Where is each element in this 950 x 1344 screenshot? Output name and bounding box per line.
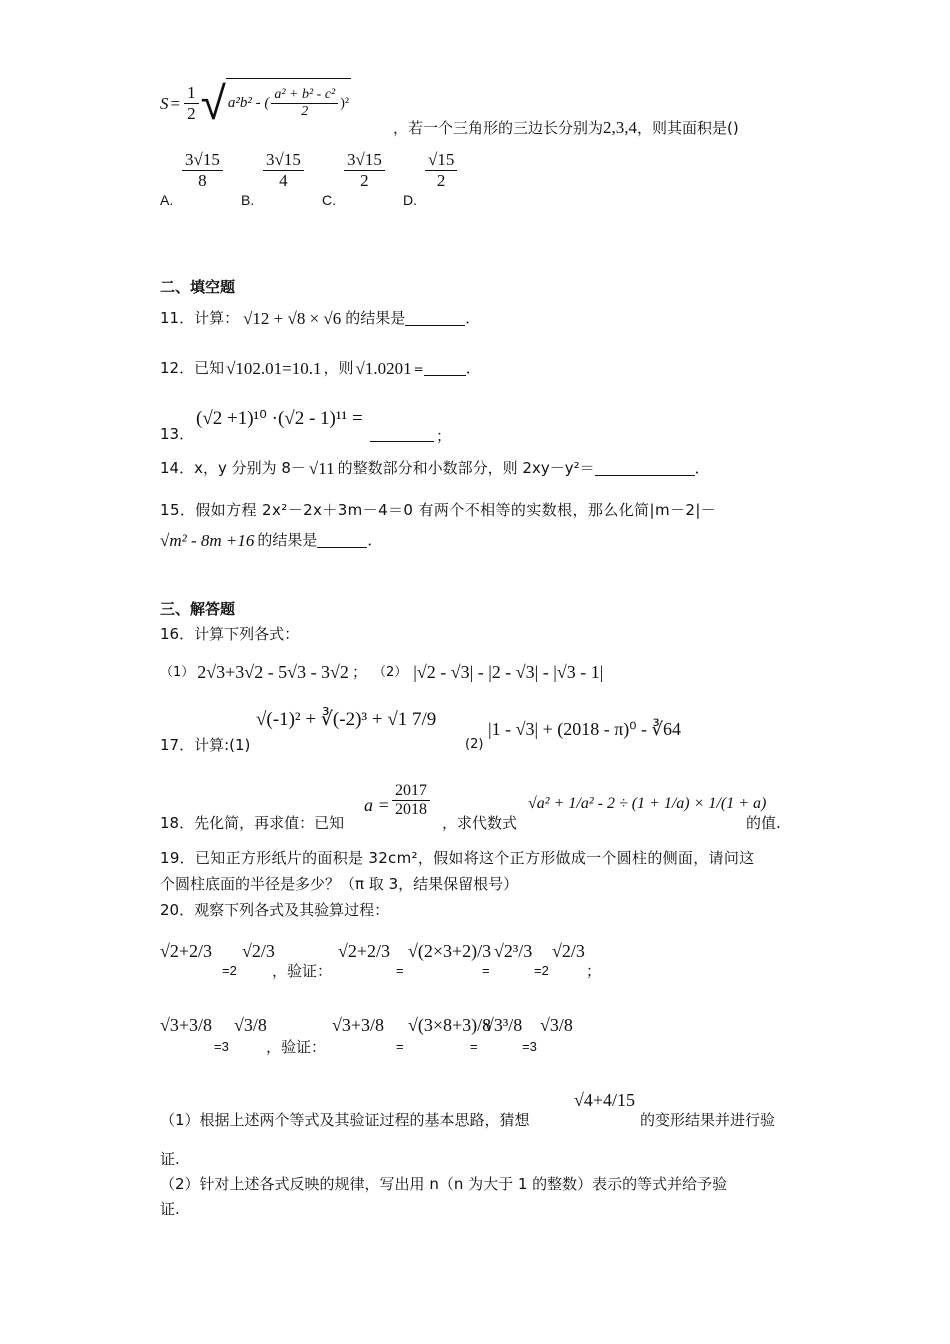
q20-row1 — [160, 928, 760, 980]
option-d-frac — [425, 150, 457, 190]
q18-end: 的值. — [746, 814, 781, 832]
q19-line1: 19．已知正方形纸片的面积是 32cm²，假如将这个正方形做成一个圆柱的侧面，请问这 — [160, 849, 755, 867]
q18-a-eq: a = — [364, 795, 390, 815]
q12-expr2: √1.0201 — [355, 359, 412, 378]
q10-s: S — [160, 93, 169, 113]
q16-title: 16．计算下列各式： — [160, 625, 300, 643]
q18-a-frac — [392, 782, 430, 820]
q20-title: 20．观察下列各式及其验算过程： — [160, 901, 390, 919]
q16-p1-expr: 2√3+3√2 - 5√3 - 3√2 — [197, 662, 349, 682]
q20-row2-step4: = — [470, 1039, 478, 1054]
q14 — [160, 460, 710, 477]
q10-eq: = — [170, 93, 181, 113]
q20-row1-step7: √2/3 — [552, 941, 585, 961]
q17-label: 17．计算:(1) — [160, 736, 251, 754]
q11-tail: 的结果是 — [345, 309, 406, 327]
q20-row2-step7: √3/8 — [540, 1015, 573, 1035]
q15-line2 — [160, 532, 382, 549]
q14-sqrt: √11 — [308, 459, 335, 478]
q18 — [160, 770, 800, 832]
q20-p1-line2: 证. — [160, 1150, 180, 1168]
q15-line1: 15．假如方程 2x²－2x＋3m－4＝0 有两个不相等的实数根，那么化简|m－2|－ — [160, 501, 717, 519]
q18-mid: ，求代数式 — [442, 814, 518, 832]
q17-p2-expr: |1 - √3| + (2018 - π)⁰ - ∛64 — [488, 719, 681, 739]
q19-line2: 个圆柱底面的半径是多少？（π 取 3，结果保留根号） — [160, 875, 519, 893]
q10-text2: ，则其面积是() — [637, 119, 739, 137]
q15-end: ． — [367, 531, 383, 549]
section-3-heading: 三、解答题 — [160, 600, 236, 618]
option-a-frac — [182, 150, 223, 190]
option-d-den: 2 — [436, 170, 446, 190]
q15-answer-blank[interactable] — [317, 533, 367, 548]
q12-end: ． — [465, 359, 481, 377]
q17-p1-expr: √(-1)² + ∛(-2)³ + √1 7/9 — [256, 709, 437, 730]
q18-a-num: 2017 — [392, 782, 430, 801]
option-b-frac — [263, 150, 304, 190]
q16-p2-label: （2） — [372, 664, 408, 680]
q18-a-den: 2018 — [395, 801, 427, 819]
option-c-label: C. — [322, 192, 336, 208]
q16-parts — [160, 663, 603, 681]
q20-row1-eq: =2 — [222, 963, 237, 978]
option-b-den: 4 — [279, 170, 288, 190]
q11-answer-blank[interactable] — [405, 311, 465, 326]
q17 — [160, 700, 720, 756]
q10-big-sqrt: √ a²b² - ( $\frac{\text{a² + b² - c²}}{2}$ )² — [200, 75, 350, 130]
option-c-frac — [344, 150, 385, 190]
q14-text: 14．x，y 分别为 8－ — [160, 459, 306, 477]
q20-row2-step5: √3³/8 — [484, 1015, 523, 1035]
q14-answer-blank[interactable] — [595, 461, 695, 476]
q16-sep: ； — [351, 662, 367, 681]
q13-end: ； — [436, 427, 452, 445]
q20-p1-text: （1）根据上述两个等式及其验证过程的基本思路，猜想 — [160, 1111, 530, 1129]
q20-row1-lhs: √2+2/3 — [160, 941, 213, 961]
q10-question-text — [393, 119, 739, 136]
q13-answer-blank[interactable] — [370, 427, 434, 442]
q11-label: 11．计算： — [160, 309, 240, 327]
q15-sqrt: √m² - 8m +16 — [160, 531, 255, 550]
q20-row2-step1: √3+3/8 — [332, 1015, 385, 1035]
q10-half-den: 2 — [187, 103, 196, 123]
q10-sides: 2,3,4 — [603, 118, 638, 137]
q10-text: ，若一个三角形的三边长分别为 — [393, 119, 604, 137]
option-c-num: 3√15 — [344, 150, 385, 171]
q20-row2-step3: √(3×8+3)/8 — [408, 1015, 492, 1035]
q20-row2-eq: =3 — [214, 1039, 229, 1054]
q20-row1-step3: √(2×3+2)/3 — [408, 941, 492, 961]
q10-half — [184, 83, 199, 123]
q20-p1-text-end: 的变形结果并进行验 — [640, 1111, 776, 1129]
option-c-den: 2 — [360, 170, 369, 190]
q14-end: ． — [694, 459, 710, 477]
q10-half-num: 1 — [184, 83, 199, 104]
q13-label: 13． — [160, 425, 195, 443]
q15-line2-text: 的结果是 — [257, 531, 318, 549]
q14-text2: 的整数部分和小数部分，则 2xy－y²＝ — [337, 459, 595, 477]
q20-p2-line2: 证. — [160, 1200, 180, 1218]
q10-tail: )² — [340, 95, 350, 111]
q18-text: 18．先化简，再求值：已知 — [160, 814, 345, 832]
section-2-heading: 二、填空题 — [160, 278, 236, 296]
q11 — [160, 310, 480, 327]
q20-p1-expr: √4+4/15 — [574, 1090, 636, 1110]
q10-frac-num: a² + b² - c² — [271, 87, 338, 104]
q20-row2-verify: ，验证： — [266, 1038, 327, 1056]
option-b-label: B. — [241, 192, 255, 208]
q20-row1-step5: √2³/3 — [494, 941, 533, 961]
q13-expr: (√2 +1)¹⁰ ·(√2 - 1)¹¹ = — [196, 408, 363, 429]
q10-inner: a²b² - ( — [227, 95, 270, 111]
option-a-num: 3√15 — [182, 150, 223, 171]
q20-row1-step8: ； — [586, 962, 602, 980]
q20-row2-step6: =3 — [522, 1039, 537, 1054]
q20-part1 — [160, 1075, 800, 1135]
q12-expr1: √102.01=10.1 — [226, 359, 322, 378]
q20-row2 — [160, 998, 760, 1058]
q11-end: ． — [465, 309, 481, 327]
option-b-num: 3√15 — [263, 150, 304, 171]
q10-formula-line — [160, 75, 351, 130]
q11-expr: √12 + √8 × √6 — [243, 309, 342, 328]
option-a-den: 8 — [198, 170, 207, 190]
q20-row2-lhs: √3+3/8 — [160, 1015, 213, 1035]
q20-row2-rhs: √3/8 — [234, 1015, 267, 1035]
q20-row1-step4: = — [482, 963, 490, 978]
q20-row2-step2: = — [396, 1039, 404, 1054]
q16-p1-label: （1） — [160, 664, 195, 680]
option-a-label: A. — [160, 192, 174, 208]
q20-row1-verify: ，验证： — [272, 962, 333, 980]
q10-inner-frac — [271, 87, 338, 120]
q10-frac-den: 2 — [301, 104, 309, 119]
q16-p2-expr: |√2 - √3| - |2 - √3| - |√3 - 1| — [413, 662, 604, 682]
q20-row1-step6: =2 — [534, 963, 549, 978]
q20-row1-step1: √2+2/3 — [338, 941, 391, 961]
q18-expr: √a² + 1/a² - 2 ÷ (1 + 1/a) × 1/(1 + a) — [528, 795, 767, 812]
q12-label: 12．已知 — [160, 359, 225, 377]
q12 — [160, 360, 481, 377]
q20-p2-line1: （2）针对上述各式反映的规律，写出用 n（n 为大于 1 的整数）表示的等式并给予验 — [160, 1175, 728, 1193]
q20-row1-rhs: √2/3 — [242, 941, 275, 961]
q12-eq: = — [413, 361, 424, 376]
q20-row1-step2: = — [396, 963, 404, 978]
option-d-label: D. — [403, 192, 417, 208]
q17-p2-label: (2) — [465, 737, 484, 752]
q12-answer-blank[interactable] — [424, 361, 466, 376]
q12-mid: ，则 — [323, 359, 354, 377]
option-d-num: √15 — [425, 150, 457, 171]
